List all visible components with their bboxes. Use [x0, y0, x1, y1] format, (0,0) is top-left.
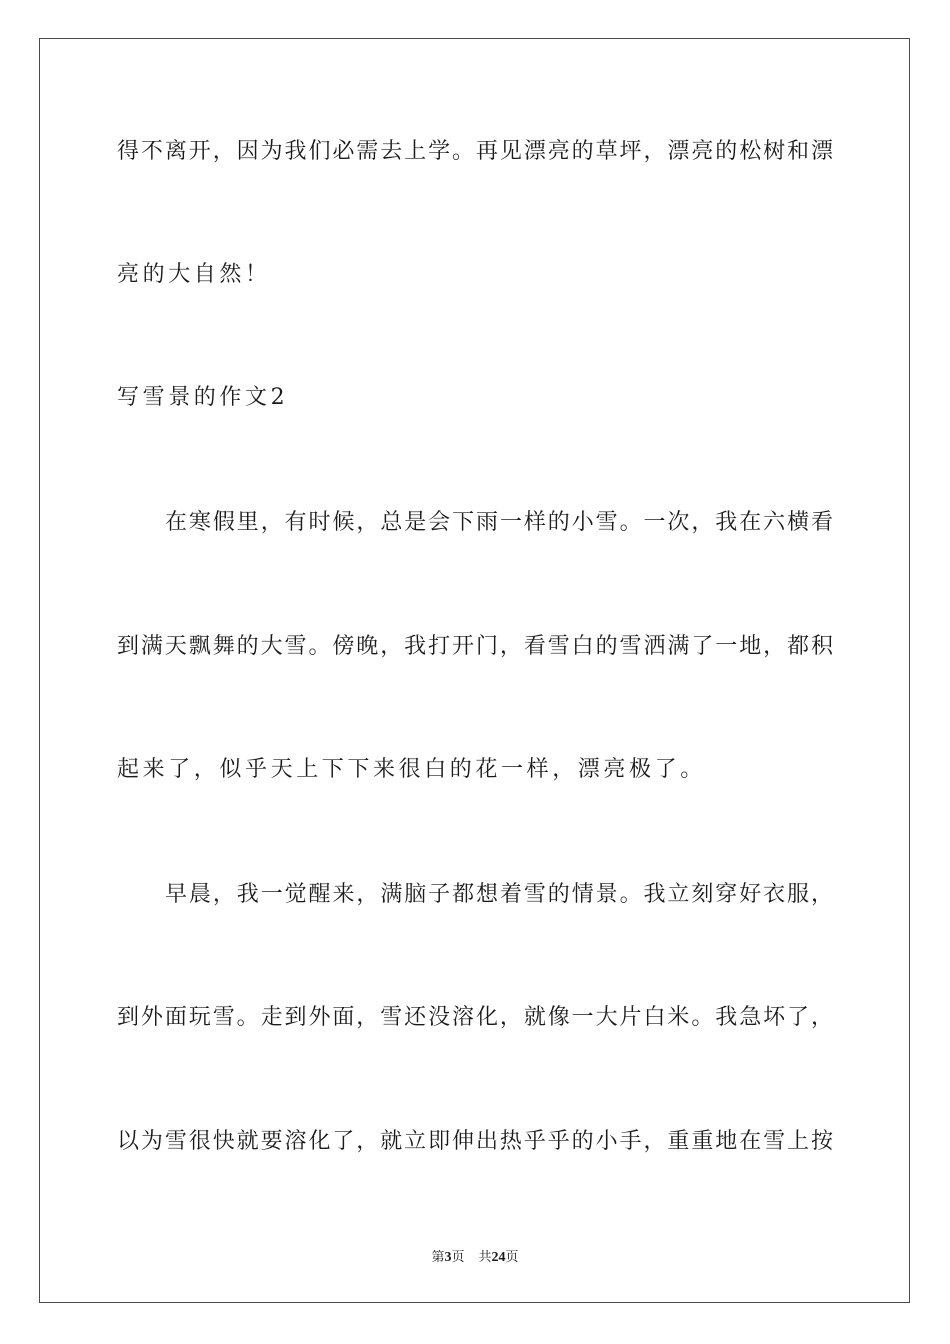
- paragraph-first-line: 早晨，我一觉醒来，满脑子都想着雪的情景。我立刻穿好衣服，: [165, 882, 833, 907]
- footer-page-total: 24: [491, 1250, 506, 1265]
- footer-page-suffix: 页: [451, 1250, 465, 1265]
- section-heading: 写雪景的作文2: [117, 385, 289, 410]
- footer-page-prefix: 第: [431, 1250, 445, 1265]
- footer-total-suffix: 页: [505, 1250, 519, 1265]
- page-footer: [0, 1246, 950, 1266]
- footer-total-prefix: 共: [478, 1250, 492, 1265]
- body-text-line: 以为雪很快就要溶化了，就立即伸出热乎乎的小手，重重地在雪上按: [117, 1129, 833, 1154]
- body-text-line: 亮的大自然！: [117, 262, 271, 287]
- body-text-line: 到满天飘舞的大雪。傍晚，我打开门，看雪白的雪洒满了一地，都积: [117, 634, 833, 659]
- body-text-line: 到外面玩雪。走到外面，雪还没溶化，就像一大片白米。我急坏了，: [117, 1005, 833, 1030]
- body-text-line: 得不离开，因为我们必需去上学。再见漂亮的草坪，漂亮的松树和漂: [117, 139, 833, 164]
- page-border: [39, 38, 910, 1303]
- footer-page-current: 3: [444, 1250, 452, 1265]
- body-text-line: 起来了，似乎天上下下来很白的花一样，漂亮极了。: [117, 757, 706, 782]
- paragraph-first-line: 在寒假里，有时候，总是会下雨一样的小雪。一次，我在六横看: [165, 510, 833, 535]
